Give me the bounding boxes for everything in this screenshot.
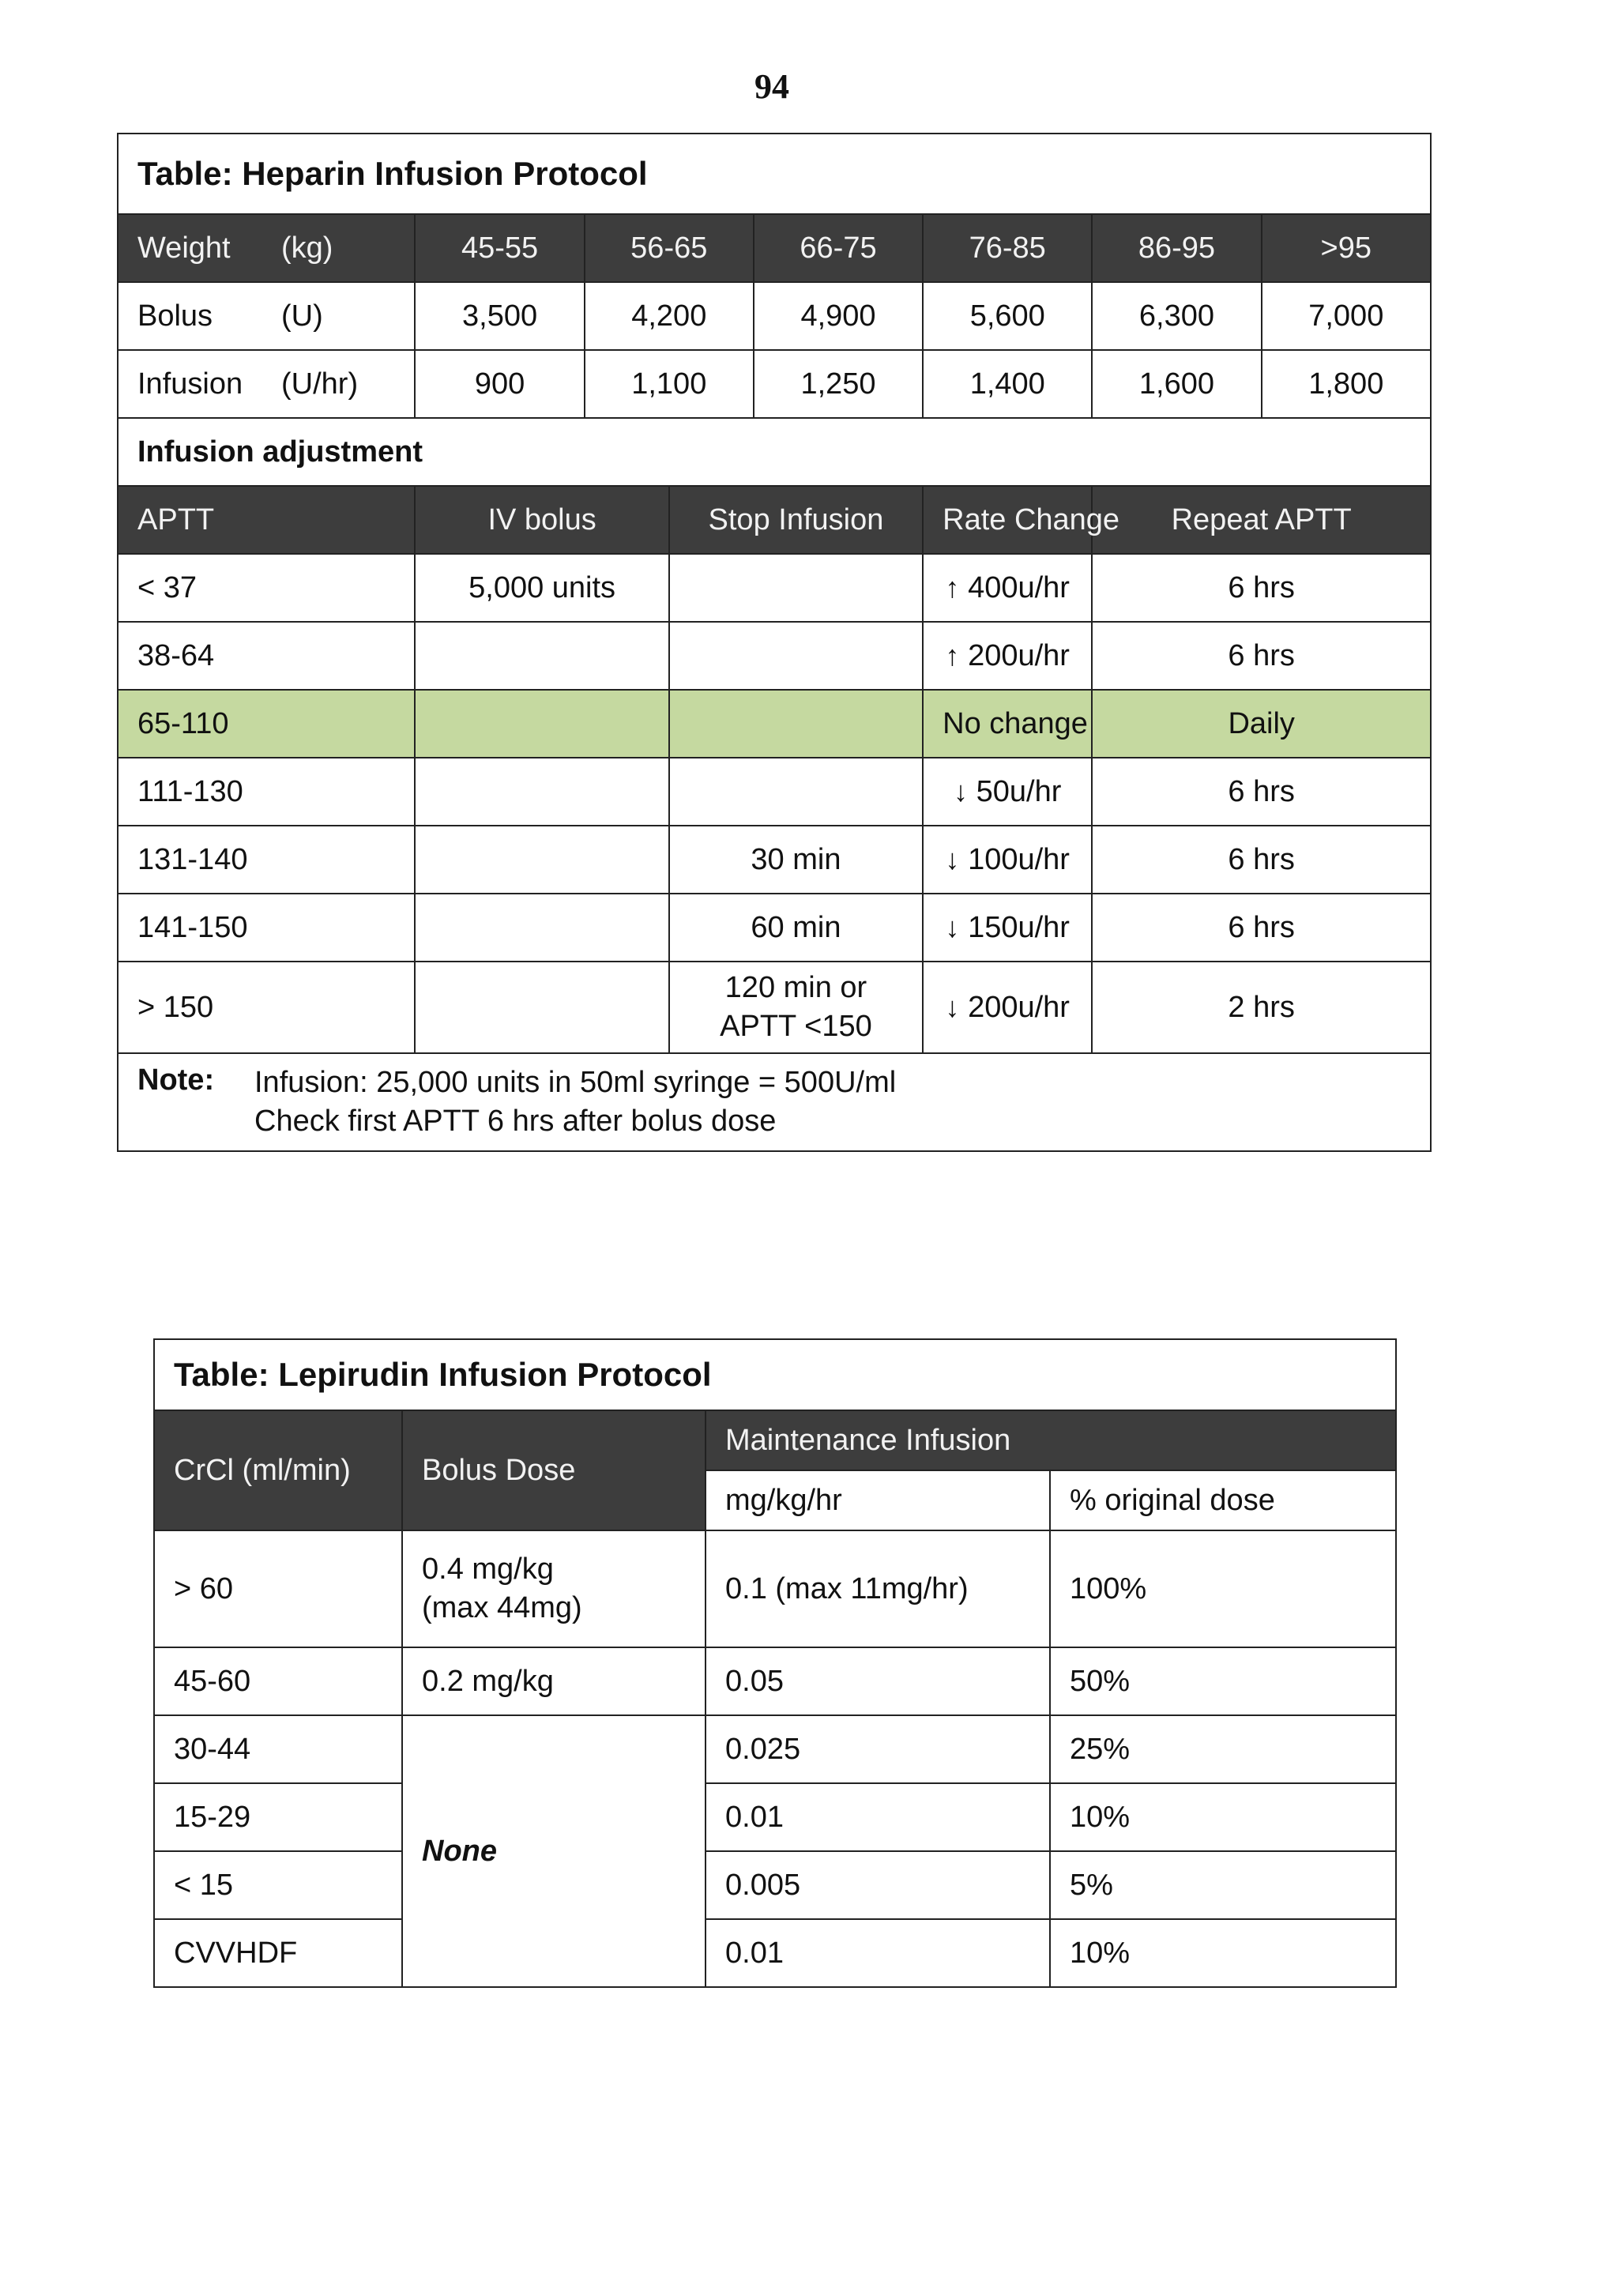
note-row <box>118 1053 1431 1151</box>
header-crcl: CrCl (ml/min) <box>154 1410 402 1530</box>
aptt-cell: 65-110 <box>118 690 415 758</box>
lepirudin-table-title: Table: Lepirudin Infusion Protocol <box>154 1339 1396 1410</box>
stop-infusion-cell <box>669 622 923 690</box>
mg-kg-hr-cell: 0.01 <box>706 1919 1050 1987</box>
note-label: Note: <box>137 1063 215 1097</box>
rate-change-cell: No change <box>923 690 1092 758</box>
header-aptt: APTT <box>118 486 415 554</box>
aptt-cell: 131-140 <box>118 826 415 894</box>
note-line: Infusion: 25,000 units in 50ml syringe = 500U/ml <box>254 1065 897 1099</box>
bolus-label-cell: Bolus (U) <box>118 282 415 350</box>
table-row <box>154 1647 1396 1715</box>
aptt-cell: < 37 <box>118 554 415 622</box>
stop-infusion-cell <box>669 554 923 622</box>
repeat-aptt-cell: Daily <box>1092 690 1431 758</box>
table-row <box>154 1851 1396 1919</box>
heparin-table-title: Table: Heparin Infusion Protocol <box>118 134 1431 214</box>
repeat-aptt-cell: 6 hrs <box>1092 554 1431 622</box>
percent-dose-cell: 10% <box>1050 1783 1396 1851</box>
arrow-down-icon: ↓ <box>945 910 960 943</box>
infusion-value: 1,250 <box>754 350 923 418</box>
arrow-up-icon: ↑ <box>945 638 960 672</box>
note-cell <box>118 1053 1431 1151</box>
stop-infusion-cell <box>669 690 923 758</box>
header-percent-original-dose: % original dose <box>1050 1470 1396 1530</box>
header-mg-kg-hr: mg/kg/hr <box>706 1470 1050 1530</box>
table-row <box>118 758 1431 826</box>
bolus-value: 4,200 <box>585 282 754 350</box>
table-row <box>154 1715 1396 1783</box>
iv-bolus-cell <box>415 826 668 894</box>
percent-dose-cell: 25% <box>1050 1715 1396 1783</box>
table-row <box>118 622 1431 690</box>
mg-kg-hr-cell: 0.01 <box>706 1783 1050 1851</box>
table-row <box>118 554 1431 622</box>
infusion-label-cell: Infusion (U/hr) <box>118 350 415 418</box>
bolus-value: 4,900 <box>754 282 923 350</box>
stop-infusion-cell: 30 min <box>669 826 923 894</box>
mg-kg-hr-cell: 0.005 <box>706 1851 1050 1919</box>
header-bolus-dose: Bolus Dose <box>402 1410 706 1530</box>
repeat-aptt-cell: 6 hrs <box>1092 758 1431 826</box>
stop-infusion-cell: 60 min <box>669 894 923 962</box>
bolus-row <box>118 282 1431 350</box>
infusion-adjustment-heading: Infusion adjustment <box>118 418 1431 486</box>
rate-change-cell: ↓ 150u/hr <box>923 894 1092 962</box>
repeat-aptt-cell: 6 hrs <box>1092 826 1431 894</box>
weight-value: 45-55 <box>415 214 584 282</box>
bolus-value: 7,000 <box>1262 282 1431 350</box>
percent-dose-cell: 50% <box>1050 1647 1396 1715</box>
rate-change-cell: ↓ 50u/hr <box>923 758 1092 826</box>
mg-kg-hr-cell: 0.025 <box>706 1715 1050 1783</box>
arrow-down-icon: ↓ <box>954 774 969 807</box>
table-row <box>118 962 1431 1053</box>
weight-value: >95 <box>1262 214 1431 282</box>
header-rate-change: Rate Change <box>923 486 1092 554</box>
header-iv-bolus: IV bolus <box>415 486 668 554</box>
bolus-value: 5,600 <box>923 282 1092 350</box>
rate-change-cell: ↓ 100u/hr <box>923 826 1092 894</box>
stop-infusion-cell <box>669 758 923 826</box>
percent-dose-cell: 5% <box>1050 1851 1396 1919</box>
arrow-up-icon: ↑ <box>945 570 960 604</box>
lepirudin-header-row <box>154 1410 1396 1470</box>
iv-bolus-cell <box>415 894 668 962</box>
header-maintenance-infusion: Maintenance Infusion <box>706 1410 1396 1470</box>
mg-kg-hr-cell: 0.1 (max 11mg/hr) <box>706 1530 1050 1647</box>
bolus-dose-cell: 0.2 mg/kg <box>402 1647 706 1715</box>
crcl-cell: > 60 <box>154 1530 402 1647</box>
rate-change-cell: ↓ 200u/hr <box>923 962 1092 1053</box>
header-repeat-aptt: Repeat APTT <box>1092 486 1431 554</box>
bolus-dose-cell: 0.4 mg/kg (max 44mg) <box>402 1530 706 1647</box>
infusion-row <box>118 350 1431 418</box>
heparin-infusion-table <box>117 133 1432 1152</box>
iv-bolus-cell <box>415 622 668 690</box>
infusion-value: 900 <box>415 350 584 418</box>
repeat-aptt-cell: 6 hrs <box>1092 622 1431 690</box>
infusion-value: 1,100 <box>585 350 754 418</box>
infusion-value: 1,600 <box>1092 350 1261 418</box>
bolus-value: 3,500 <box>415 282 584 350</box>
infusion-value: 1,400 <box>923 350 1092 418</box>
percent-dose-cell: 10% <box>1050 1919 1396 1987</box>
table-row-target-range <box>118 690 1431 758</box>
aptt-cell: 141-150 <box>118 894 415 962</box>
crcl-cell: 15-29 <box>154 1783 402 1851</box>
repeat-aptt-cell: 6 hrs <box>1092 894 1431 962</box>
percent-dose-cell: 100% <box>1050 1530 1396 1647</box>
table-row <box>154 1783 1396 1851</box>
arrow-down-icon: ↓ <box>945 990 960 1023</box>
lepirudin-infusion-table <box>153 1338 1397 1988</box>
repeat-aptt-cell: 2 hrs <box>1092 962 1431 1053</box>
bolus-dose-none-cell: None <box>402 1715 706 1987</box>
mg-kg-hr-cell: 0.05 <box>706 1647 1050 1715</box>
bolus-value: 6,300 <box>1092 282 1261 350</box>
note-line: Check first APTT 6 hrs after bolus dose <box>254 1105 777 1138</box>
rate-change-cell: ↑ 400u/hr <box>923 554 1092 622</box>
infusion-value: 1,800 <box>1262 350 1431 418</box>
weight-value: 56-65 <box>585 214 754 282</box>
weight-value: 66-75 <box>754 214 923 282</box>
aptt-cell: 38-64 <box>118 622 415 690</box>
arrow-down-icon: ↓ <box>945 842 960 875</box>
weight-value: 76-85 <box>923 214 1092 282</box>
crcl-cell: 45-60 <box>154 1647 402 1715</box>
header-stop-infusion: Stop Infusion <box>669 486 923 554</box>
table-row <box>118 826 1431 894</box>
page-number: 94 <box>754 67 789 106</box>
table-row <box>118 894 1431 962</box>
iv-bolus-cell <box>415 962 668 1053</box>
iv-bolus-cell <box>415 690 668 758</box>
crcl-cell: 30-44 <box>154 1715 402 1783</box>
table-row <box>154 1530 1396 1647</box>
weight-row <box>118 214 1431 282</box>
table-row <box>154 1919 1396 1987</box>
aptt-cell: > 150 <box>118 962 415 1053</box>
adjustment-header-row <box>118 486 1431 554</box>
iv-bolus-cell: 5,000 units <box>415 554 668 622</box>
weight-value: 86-95 <box>1092 214 1261 282</box>
iv-bolus-cell <box>415 758 668 826</box>
crcl-cell: < 15 <box>154 1851 402 1919</box>
aptt-cell: 111-130 <box>118 758 415 826</box>
crcl-cell: CVVHDF <box>154 1919 402 1987</box>
rate-change-cell: ↑ 200u/hr <box>923 622 1092 690</box>
weight-label-cell: Weight (kg) <box>118 214 415 282</box>
stop-infusion-cell: 120 min or APTT <150 <box>669 962 923 1053</box>
